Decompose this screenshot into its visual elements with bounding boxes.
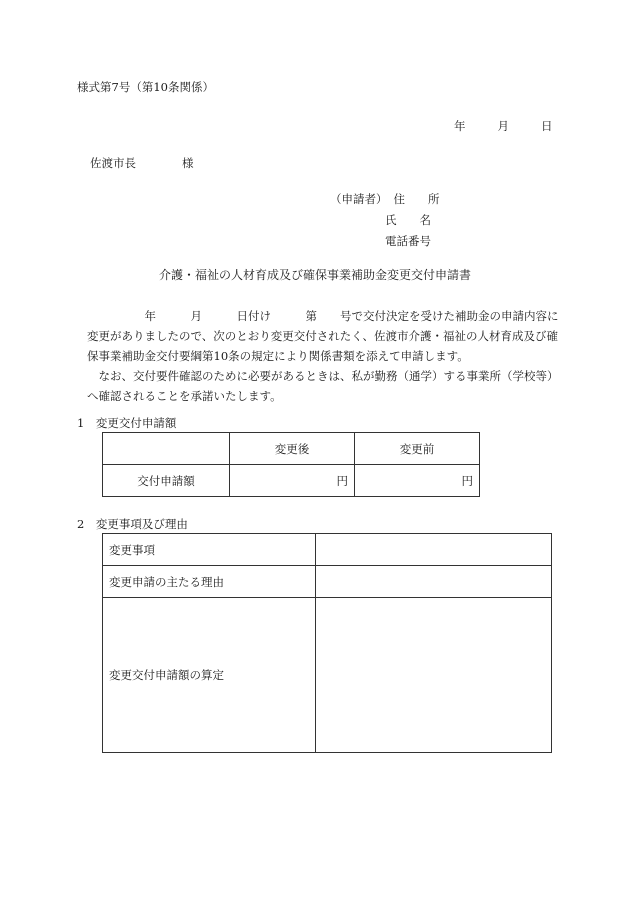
date-year: 年 [454, 119, 466, 133]
amount-before-cell[interactable]: 円 [355, 465, 480, 497]
calc-label: 変更交付申請額の算定 [103, 598, 316, 753]
col-before-header: 変更前 [355, 433, 480, 465]
form-id: 様式第7号（第10条関係） [77, 80, 214, 94]
amount-after-cell[interactable]: 円 [230, 465, 355, 497]
change-reason-label: 変更申請の主たる理由 [103, 566, 316, 598]
date-day: 日 [541, 119, 553, 133]
date-line [454, 121, 553, 133]
change-reason-value[interactable] [316, 566, 552, 598]
applicant-label: （申請者） [330, 192, 388, 206]
applicant-block [330, 194, 440, 257]
section-2-heading: 2 変更事項及び理由 [77, 517, 188, 531]
amount-table [102, 432, 480, 497]
applicant-phone-label: 電話番号 [385, 234, 431, 248]
body-text [87, 306, 562, 406]
body-paragraph-2: なお、交付要件確認のために必要があるときは、私が勤務（通学）する事業所（学校等）へ確認されることを承諾いたします。 [87, 369, 559, 403]
addressee-name: 佐渡市長 [90, 156, 136, 170]
applicant-address-label: 住 所 [393, 192, 440, 206]
change-item-value[interactable] [316, 534, 552, 566]
col-after-header: 変更後 [230, 433, 355, 465]
addressee-honorific: 様 [182, 156, 194, 170]
amount-table-corner [103, 433, 230, 465]
body-paragraph-1: 年 月 日付け 第 号で交付決定を受けた補助金の申請内容に変更がありましたので、次のとおり変更交付されたく、佐渡市介護・福祉の人材育成及び確保事業補助金交付要綱第10条の規定により関係書類を添えて申請します。 [87, 309, 559, 363]
calc-value[interactable] [316, 598, 552, 753]
change-item-label: 変更事項 [103, 534, 316, 566]
change-table [102, 533, 552, 753]
section-1-heading: 1 変更交付申請額 [77, 416, 177, 430]
amount-row-label: 交付申請額 [103, 465, 230, 497]
document-title: 介護・福祉の人材育成及び確保事業補助金変更交付申請書 [158, 268, 471, 282]
applicant-name-label: 氏 名 [385, 213, 431, 227]
addressee [90, 158, 194, 170]
date-month: 月 [497, 119, 509, 133]
